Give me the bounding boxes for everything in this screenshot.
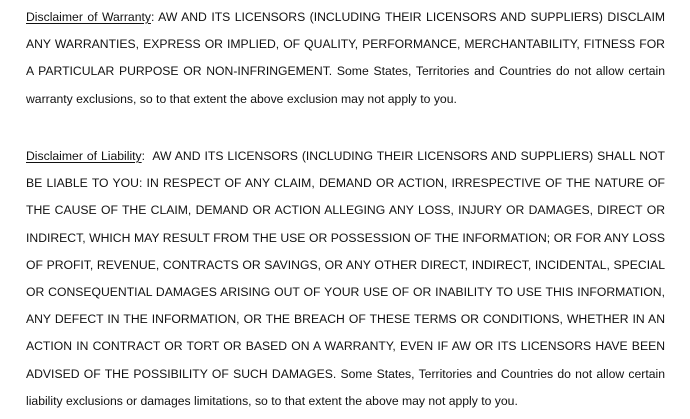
liability-disclaimer-paragraph [26, 143, 665, 415]
warranty-disclaimer-heading: Disclaimer of Warranty [26, 10, 151, 24]
liability-heading-separator: : [141, 149, 153, 163]
warranty-disclaimer-paragraph [26, 4, 665, 113]
liability-disclaimer-text: AW AND ITS LICENSORS (INCLUDING THEIR LICENSORS AND SUPPLIERS) SHALL NOT BE LIABLE TO YOU: IN RESPECT OF ANY CLAIM, DEMAND OR ACTION, IRRESPECTIVE OF THE NATURE OF THE CAUSE OF THE CLAIM, DEMAND OR ACTION ALLEGING ANY LOSS, INJURY OR DAMAGES, DIRECT OR INDIRECT, WHICH MAY RESULT FROM THE USE OR POSSESSION OF THE INFORMATION; OR FOR ANY LOSS OF PROFIT, REVENUE, CONTRACTS OR SAVINGS, OR ANY OTHER DIRECT, INDIRECT, INCIDENTAL, SPECIAL OR CONSEQUENTIAL DAMAGES ARISING OUT OF YOUR USE OF OR INABILITY TO USE THIS INFORMATION, ANY DEFECT IN THE INFORMATION, OR THE BREACH OF THESE TERMS OR CONDITIONS, WHETHER IN AN ACTION IN CONTRACT OR TORT OR BASED ON A WARRANTY, EVEN IF AW OR ITS LICENSORS HAVE BEEN ADVISED OF THE POSSIBILITY OF SUCH DAMAGES. Some States, Territories and Countries do not allow certain liability exclusions or damages limitations, so to that extent the above may not apply to you. [26, 149, 665, 408]
liability-disclaimer-heading: Disclaimer of Liability [26, 149, 142, 163]
warranty-heading-separator: : [150, 10, 159, 24]
warranty-disclaimer-text: AW AND ITS LICENSORS (INCLUDING THEIR LICENSORS AND SUPPLIERS) DISCLAIM ANY WARRANTIES, EXPRESS OR IMPLIED, OF QUALITY, PERFORMANCE, MERCHANTABILITY, FITNESS FOR A PARTICULAR PURPOSE OR NON-INFRINGEMENT. Some States, Territories and Countries do not allow certain warranty exclusions, so to that extent the above exclusion may not apply to you. [26, 10, 665, 106]
